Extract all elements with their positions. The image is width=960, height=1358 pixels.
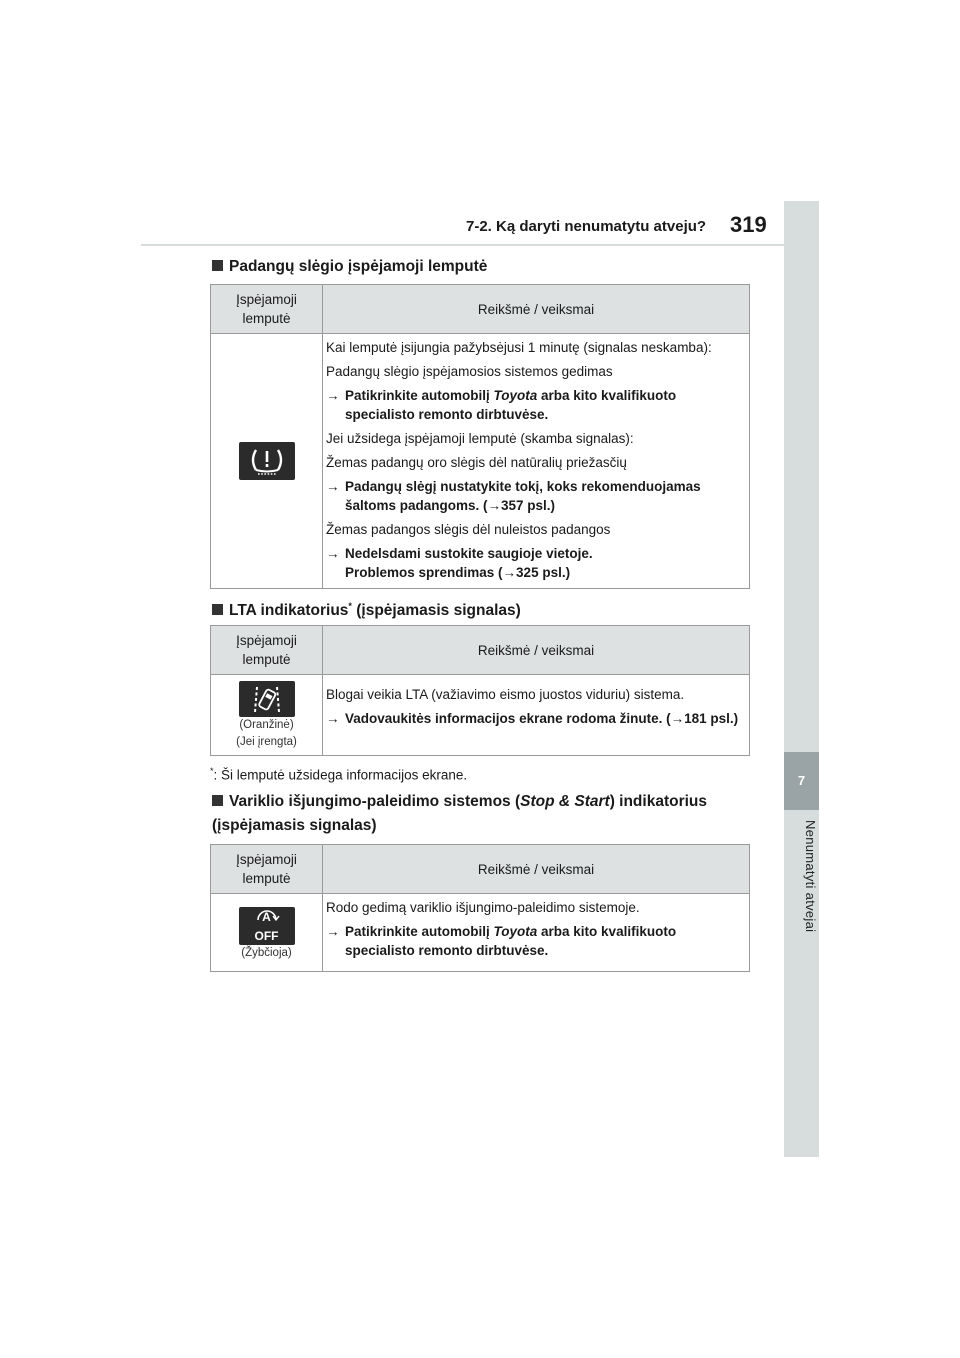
arrow-icon: → (326, 388, 340, 403)
footnote: *: Ši lemputė užsidega informacijos ekrane. (210, 766, 468, 783)
col-header-lamp: Įspėjamoji lemputė (211, 285, 323, 334)
action-item: → Patikrinkite automobilį Toyota arba kito kvalifikuoto specialisto remonto dirbtuvėse. (326, 924, 677, 958)
arrow-icon: → (326, 546, 340, 561)
table-tire-pressure (210, 284, 750, 589)
table-header-row (211, 626, 750, 675)
lamp-cell (211, 675, 323, 756)
side-tab (784, 201, 819, 1157)
section-title-lta: LTA indikatorius* (įspėjamasis signalas) (212, 594, 521, 623)
lta-indicator-icon (239, 681, 295, 717)
lamp-cell (211, 894, 323, 972)
lamp-color-note: (Oranžinė) (239, 719, 294, 731)
table-header-row (211, 285, 750, 334)
arrow-icon: → (326, 924, 340, 939)
action-item: → Patikrinkite automobilį Toyota arba kito kvalifikuoto specialisto remonto dirbtuvėse. (326, 388, 677, 422)
lamp-blink-note: (Žybčioja) (241, 946, 292, 959)
meaning-cell: Kai lemputė įsijungia pažybsėjusi 1 minutę (signalas neskamba): Padangų slėgio įspėjamosios sistemos gedimas → Patikrinkite automobilį Toyota arba kito kvalifikuoto specialisto remonto dirbtuvėse. Jei užsidega įspėjamoji lemputė (skamba signalas): Žemas padangų oro slėgis dėl natūralių priežasčių → Padangų slėgį nustatykite tokį, koks rekomenduojamas šaltoms padangoms. (→357 psl.) Žemas padangos slėgis dėl nuleistos padangos → Nedelsdami sustokite saugioje vietoje. Problemos sprendimas (→325 psl.) (323, 334, 750, 589)
header-title: 7-2. Ką daryti nenumatytu atveju? (466, 218, 707, 235)
arrow-icon: → (326, 479, 340, 494)
action-item: → Vadovaukitės informacijos ekrane rodoma žinute. (→181 psl.) (326, 711, 739, 726)
section-title-tire-pressure: Padangų slėgio įspėjamoji lemputė (212, 255, 487, 279)
chapter-number: 7 (784, 752, 819, 810)
action-item: → Padangų slėgį nustatykite tokį, koks rekomenduojamas šaltoms padangoms. (→357 psl.) (326, 479, 701, 513)
col-header-meaning: Reikšmė / veiksmai (323, 845, 750, 894)
lamp-cell (211, 334, 323, 589)
table-row (211, 334, 750, 589)
col-header-lamp: Įspėjamoji lemputė (211, 845, 323, 894)
table-row (211, 894, 750, 972)
action-item: → Nedelsdami sustokite saugioje vietoje. Problemos sprendimas (→325 psl.) (326, 546, 593, 580)
chapter-label: Nenumatyti atvejai (803, 820, 818, 933)
col-header-meaning: Reikšmė / veiksmai (323, 626, 750, 675)
section-title-stop-start: Variklio išjungimo-paleidimo sistemos (Stop & Start) indikatorius (įspėjamasis signalas) (212, 793, 708, 834)
lamp-equipped-note: (Jei įrengta) (236, 736, 297, 748)
page-number: 319 (730, 212, 767, 237)
header-divider (141, 244, 784, 246)
stop-start-off-icon: A OFF (239, 907, 295, 945)
table-header-row (211, 845, 750, 894)
col-header-meaning: Reikšmė / veiksmai (323, 285, 750, 334)
arrow-icon: → (326, 711, 340, 726)
square-bullet-icon (212, 604, 223, 615)
square-bullet-icon (212, 795, 223, 806)
meaning-cell: Rodo gedimą variklio išjungimo-paleidimo sistemoje. → Patikrinkite automobilį Toyota arba kito kvalifikuoto specialisto remonto dirbtuvėse. (323, 894, 750, 972)
col-header-lamp: Įspėjamoji lemputė (211, 626, 323, 675)
meaning-cell: Blogai veikia LTA (važiavimo eismo juostos viduriu) sistema. → Vadovaukitės informacijos ekrane rodoma žinute. (→181 psl.) (323, 675, 750, 756)
square-bullet-icon (212, 260, 223, 271)
table-stop-start (210, 844, 750, 972)
tire-pressure-warning-icon (239, 442, 295, 480)
table-lta (210, 625, 750, 756)
table-row (211, 675, 750, 756)
